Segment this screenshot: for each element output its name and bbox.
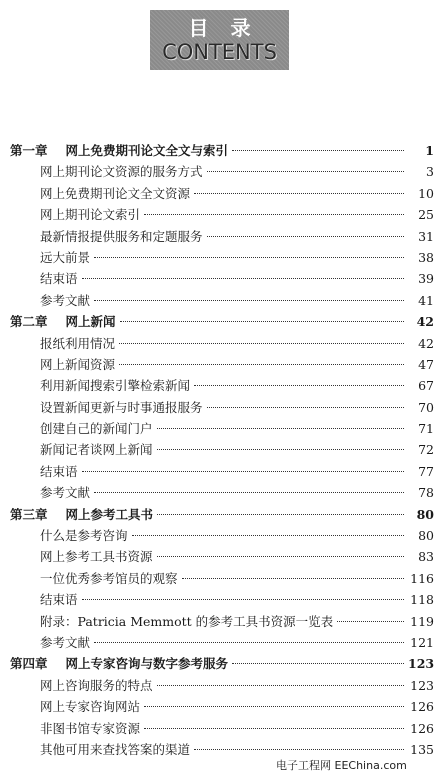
- contents-header: [150, 10, 289, 70]
- entry-title: 网上免费期刊论文全文资源: [40, 185, 191, 201]
- dot-leader: [194, 193, 404, 194]
- page-number: 123: [410, 677, 434, 693]
- toc-entry-row: [0, 333, 443, 354]
- page-number: 70: [418, 399, 434, 415]
- entry-title: 网上专家咨询网站: [40, 699, 141, 715]
- dot-leader: [82, 599, 404, 600]
- page-number: 31: [418, 228, 434, 244]
- dot-leader: [194, 749, 404, 750]
- dot-leader: [119, 343, 404, 344]
- page-number: 38: [418, 249, 434, 265]
- dot-leader: [232, 663, 404, 664]
- dot-leader: [94, 300, 404, 301]
- dot-leader: [157, 514, 404, 515]
- dot-leader: [157, 449, 404, 450]
- entry-title: 参考文献: [40, 634, 91, 650]
- page-number: 118: [410, 592, 434, 608]
- page-number: 80: [416, 506, 434, 522]
- dot-leader: [132, 535, 404, 536]
- dot-leader: [337, 621, 404, 622]
- page-number: 41: [418, 292, 434, 308]
- page-number: 1: [425, 143, 434, 158]
- toc-entry-row: [0, 696, 443, 717]
- dot-leader: [157, 685, 404, 686]
- toc-entry-row: [0, 397, 443, 418]
- page-number: 42: [418, 335, 434, 351]
- toc-entry-row: [0, 161, 443, 182]
- toc-entry-row: [0, 354, 443, 375]
- dot-leader: [207, 236, 404, 237]
- entry-title: 利用新闻搜索引擎检索新闻: [40, 378, 191, 394]
- page-number: 3: [426, 164, 434, 180]
- toc-entry-row: [0, 675, 443, 696]
- dot-leader: [157, 428, 404, 429]
- chapter-number: 第三章: [10, 506, 48, 522]
- page-number: 47: [418, 356, 434, 372]
- toc-entry-row: [0, 183, 443, 204]
- toc-entry-row: [0, 226, 443, 247]
- page-number: 39: [418, 271, 434, 287]
- dot-leader: [144, 728, 404, 729]
- toc-entry-row: [0, 268, 443, 289]
- toc-entry-row: [0, 546, 443, 567]
- dot-leader: [194, 385, 404, 386]
- entry-title: 设置新闻更新与时事通报服务: [40, 399, 203, 415]
- page-number: 42: [416, 314, 434, 330]
- entry-title: 创建自己的新闻门户: [40, 421, 153, 437]
- entry-title: 什么是参考咨询: [40, 528, 128, 544]
- dot-leader: [207, 407, 404, 408]
- table-of-contents: [0, 140, 443, 760]
- entry-title: 远大前景: [40, 249, 91, 265]
- entry-title: 新闻记者谈网上新闻: [40, 442, 153, 458]
- entry-title: 附录：Patricia Memmott 的参考工具书资源一览表: [40, 613, 334, 629]
- dot-leader: [144, 214, 404, 215]
- chapter-title: 网上专家咨询与数字参考服务: [65, 656, 229, 672]
- page-number: 116: [410, 570, 434, 586]
- toc-entry-row: [0, 632, 443, 653]
- dot-leader: [157, 556, 404, 557]
- toc-entry-row: [0, 418, 443, 439]
- watermark-text: 电子工程网 EEChina.com: [276, 759, 407, 772]
- dot-leader: [82, 278, 404, 279]
- page-number: 78: [418, 485, 434, 501]
- page-number: 126: [410, 720, 434, 736]
- chapter-title: 网上免费期刊论文全文与索引: [65, 143, 229, 158]
- toc-chapter-row: [0, 504, 443, 525]
- toc-entry-row: [0, 204, 443, 225]
- page-number: 71: [418, 421, 434, 437]
- entry-title: 结束语: [40, 463, 78, 479]
- toc-entry-row: [0, 482, 443, 503]
- toc-entry-row: [0, 525, 443, 546]
- entry-title: 网上参考工具书资源: [40, 549, 153, 565]
- page-number: 121: [410, 634, 434, 650]
- toc-entry-row: [0, 439, 443, 460]
- entry-title: 参考文献: [40, 292, 91, 308]
- chapter-number: 第二章: [10, 314, 48, 330]
- dot-leader: [182, 578, 404, 579]
- entry-title: 网上期刊论文资源的服务方式: [40, 164, 203, 180]
- toc-entry-row: [0, 611, 443, 632]
- toc-entry-row: [0, 461, 443, 482]
- toc-chapter-row: [0, 140, 443, 161]
- dot-leader: [207, 171, 404, 172]
- page-number: 119: [410, 613, 434, 629]
- entry-title: 最新情报提供服务和定题服务: [40, 228, 203, 244]
- toc-entry-row: [0, 568, 443, 589]
- entry-title: 一位优秀参考馆员的观察: [40, 570, 178, 586]
- page-number: 67: [418, 378, 434, 394]
- dot-leader: [232, 150, 404, 151]
- entry-title: 报纸利用情况: [40, 335, 116, 351]
- chapter-number: 第一章: [10, 143, 48, 158]
- dot-leader: [119, 364, 404, 365]
- dot-leader: [94, 642, 404, 643]
- header-title: 目录: [188, 16, 273, 40]
- chapter-title: 网上新闻: [65, 314, 116, 330]
- page-number: 123: [408, 656, 435, 672]
- dot-leader: [94, 492, 404, 493]
- toc-entry-row: [0, 589, 443, 610]
- dot-leader: [144, 706, 404, 707]
- chapter-title: 网上参考工具书: [65, 506, 154, 522]
- page-number: 25: [418, 207, 434, 223]
- entry-title: 网上新闻资源: [40, 356, 116, 372]
- toc-chapter-row: [0, 311, 443, 332]
- toc-entry-row: [0, 375, 443, 396]
- header-subtitle: CONTENTS: [162, 40, 277, 64]
- page-number: 80: [418, 528, 434, 544]
- entry-title: 网上期刊论文索引: [40, 207, 141, 223]
- entry-title: 非图书馆专家资源: [40, 720, 141, 736]
- page-number: 77: [418, 463, 434, 479]
- entry-title: 网上咨询服务的特点: [40, 677, 153, 693]
- entry-title: 其他可用来查找答案的渠道: [40, 741, 191, 757]
- toc-entry-row: [0, 718, 443, 739]
- toc-entry-row: [0, 290, 443, 311]
- dot-leader: [94, 257, 404, 258]
- toc-chapter-row: [0, 653, 443, 674]
- dot-leader: [120, 321, 404, 322]
- page-number: 72: [418, 442, 434, 458]
- page-number: 135: [410, 741, 434, 757]
- entry-title: 结束语: [40, 592, 78, 608]
- entry-title: 参考文献: [40, 485, 91, 501]
- dot-leader: [82, 471, 404, 472]
- chapter-number: 第四章: [10, 656, 48, 672]
- page-number: 10: [418, 185, 434, 201]
- page-number: 126: [410, 699, 434, 715]
- page-number: 83: [418, 549, 434, 565]
- entry-title: 结束语: [40, 271, 78, 287]
- toc-entry-row: [0, 247, 443, 268]
